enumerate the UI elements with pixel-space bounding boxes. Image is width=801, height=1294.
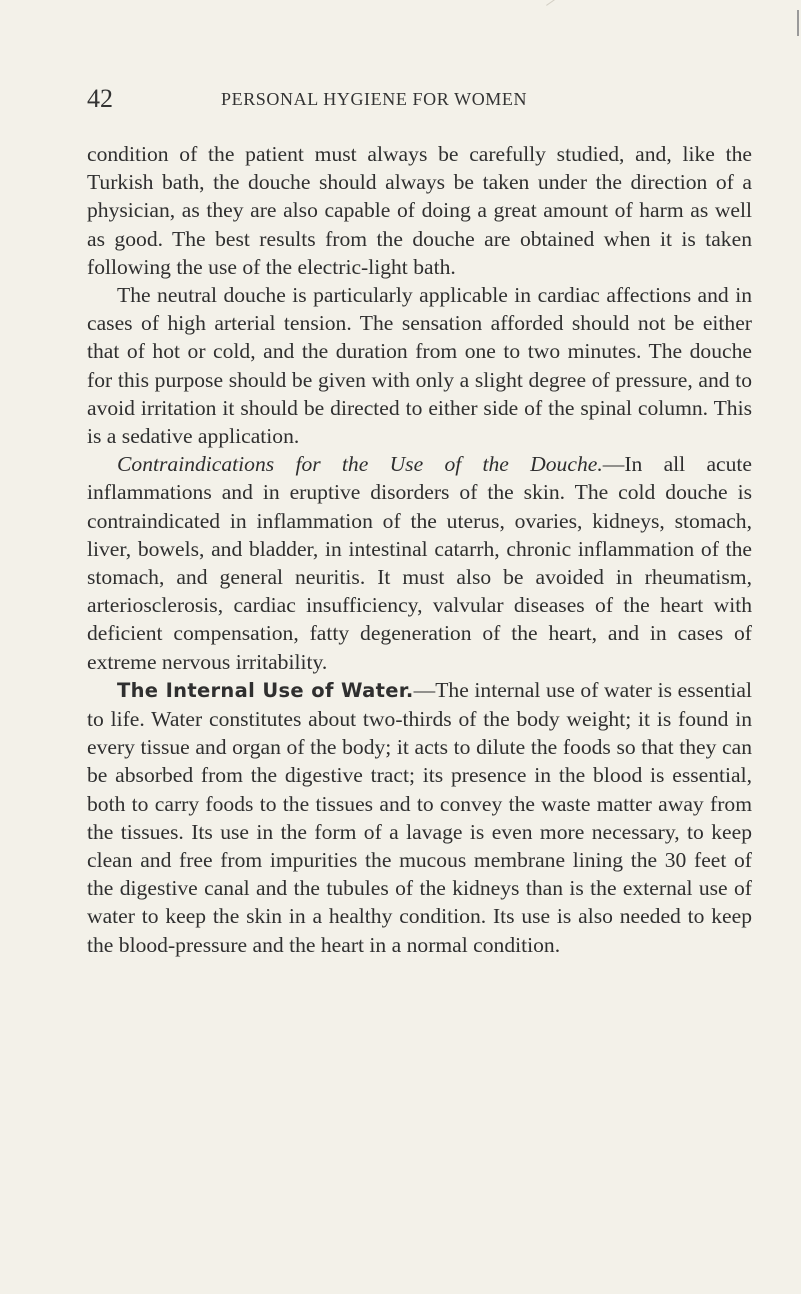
paragraph-4-text: —The internal use of water is essential to life. Water constitutes about two-thirds of the body weight; it is found in every tissue and organ of the body; it acts to dilute the foods so that they can be absorbed from the digestive tract; its presence in the blood is essential, both to carry foods to the tissues and to convey the waste matter away from the tissues. Its use in the form of a lavage is even more necessary, to keep clean and free from impurities the mucous membrane lining the 30 feet of the digestive canal and the tubules of the kidneys than is the external use of water to keep the skin in a healthy condition. Its use is also needed to keep the blood-pressure and the heart in a normal condition. (87, 677, 752, 957)
paragraph-1-text: condition of the patient must always be carefully studied, and, like the Turkish bath, the douche should always be taken under the direction of a physician, as they are also capable of doing a great amount of harm as well as good. The best results from the douche are obtained when it is taken following the use of the electric-light bath. (87, 142, 752, 279)
paragraph-2 (87, 281, 752, 450)
paragraph-4-heading: The Internal Use of Water. (117, 678, 414, 702)
page-header (87, 84, 747, 114)
paragraph-3 (87, 450, 752, 676)
body-text (87, 140, 752, 959)
paragraph-3-heading: Contraindications for the Use of the Douche. (117, 452, 603, 477)
page-edge-mark (797, 10, 799, 36)
page-corner-tick (546, 0, 564, 14)
running-head: PERSONAL HYGIENE FOR WOMEN (221, 89, 528, 109)
paragraph-1 (87, 140, 752, 281)
paragraph-2-text: The neutral douche is particularly applicable in cardiac affections and in cases of high arterial tension. The sensation afforded should not be either that of hot or cold, and the duration from one to two minutes. The douche for this purpose should be given with only a slight degree of pressure, and to avoid irritation it should be directed to either side of the spinal column. This is a sedative application. (87, 283, 752, 449)
page-number: 42 (87, 84, 113, 113)
paragraph-4 (87, 676, 752, 959)
paragraph-3-text: —In all acute inflammations and in eruptive disorders of the skin. The cold douche is contraindicated in inflammation of the uterus, ovaries, kidneys, stomach, liver, bowels, and bladder, in intestinal catarrh, chronic inflammation of the stomach, and general neuritis. It must also be avoided in rheumatism, arteriosclerosis, cardiac insufficiency, valvular diseases of the heart with deficient compensation, fatty degeneration of the heart, and in cases of extreme nervous irritability. (87, 452, 753, 674)
